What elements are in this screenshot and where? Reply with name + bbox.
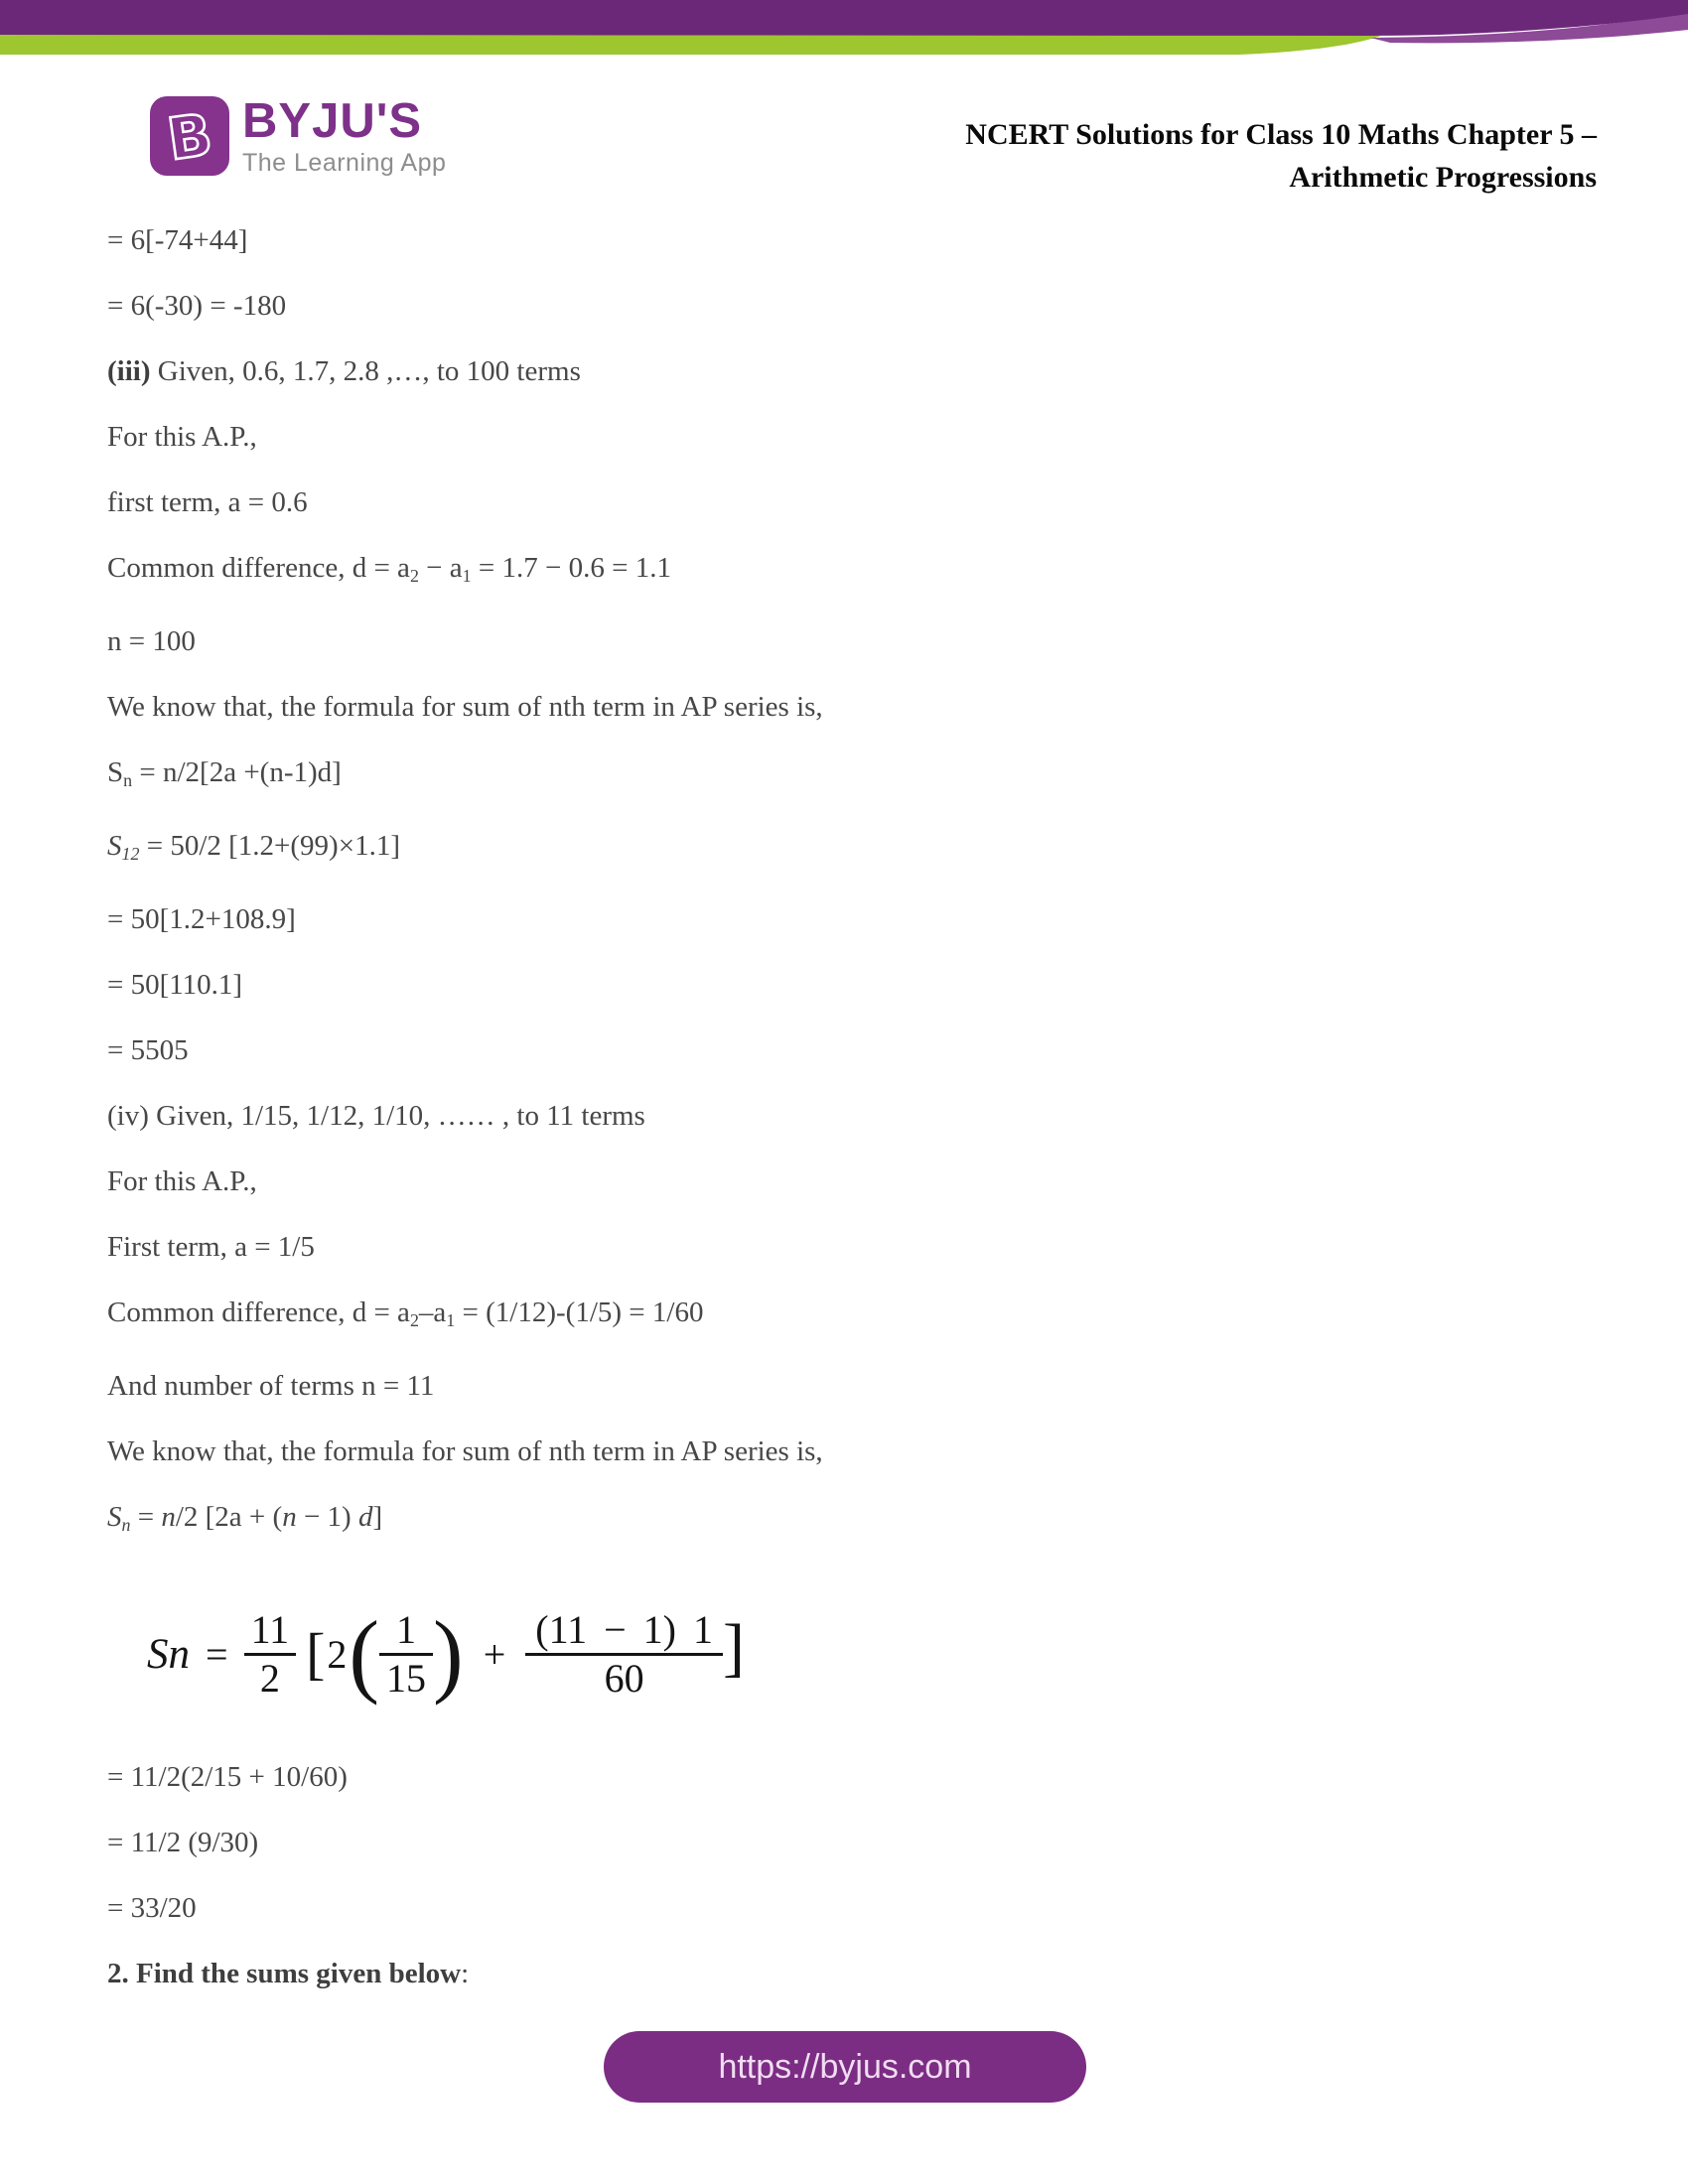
header-green-bar [0,33,1388,55]
eq-frac-right: $\frac{(11 - 1) 1}{60}$ [525,1607,723,1702]
content-before [107,226,1577,1540]
eq-equals: = [206,1631,228,1677]
text-line: 2. Find the sums given below: [107,1958,470,1990]
document-body [107,226,1577,2025]
text-line: Common difference, $d = a_2 - a_1 = 1.7 - 0.6 = 1.1$ [107,552,671,587]
page-title-line1: NCERT Solutions for Class 10 Maths Chapter 5 – [965,118,1597,151]
text-line: Sn = n/2 [2a + (n − 1) d] [107,1501,383,1536]
text-line: First term, a = 1/5 [107,1231,315,1264]
text-line: = 6(-30) = -180 [107,290,287,322]
text-line: = 50[1.2+108.9] [107,903,296,936]
header-purple-bar [0,0,1688,36]
eq-close-bracket: ] [722,1611,745,1685]
text-line: = 33/20 [107,1892,197,1925]
eq-plus: + [483,1631,506,1677]
text-line: We know that, the formula for sum of nth term in AP series is, [107,691,823,724]
text-line: And number of terms n = 11 [107,1370,435,1403]
eq-frac-half: $\frac{11}{2}$ [244,1607,297,1702]
eq-close-paren: ) [433,1602,464,1706]
eq-open-bracket: [ [306,1621,326,1687]
eq-coeff: 2 [327,1631,348,1677]
text-line: For this A.P., [107,1165,257,1198]
page-title-line2: Arithmetic Progressions [1289,161,1597,194]
eq-open-paren: ( [349,1602,380,1706]
page-title [965,113,1597,199]
content-after [107,1763,1577,1988]
text-line: = 50[110.1] [107,969,243,1002]
text-line: We know that, the formula for sum of nth term in AP series is, [107,1435,823,1468]
eq-lhs: Sn [147,1630,190,1678]
footer-url-pill[interactable] [604,2031,1086,2103]
text-line: (iv) Given, 1/15, 1/12, 1/10, …… , to 11 terms [107,1100,645,1133]
text-line: For this A.P., [107,421,257,453]
footer-url[interactable]: https://byjus.com [718,2047,972,2086]
text-line: first term, a = 0.6 [107,486,308,518]
text-line: S12 = 50/2 [1.2+(99)×1.1] [107,830,400,865]
text-line: Common difference, $d = a_2-a_1 = (1/12)-(1/5) = 1/60$ [107,1297,704,1331]
text-line: = 5505 [107,1034,189,1067]
logo-tagline: The Learning App [242,149,447,177]
svg-text:B: B [163,100,216,174]
text-line: n = 100 [107,625,196,658]
text-line: $S_n = n/2[2a +(n-1)d]$ [107,756,342,791]
logo-brand-text: BYJU'S [242,94,423,148]
byjus-b-icon [149,95,230,177]
byjus-logo [149,95,446,177]
text-line: = 11/2(2/15 + 10/60) [107,1761,348,1794]
text-line: = 11/2 (9/30) [107,1827,259,1859]
text-line: (iii) Given, 0.6, 1.7, 2.8 ,…, to 100 terms [107,355,581,387]
text-line: = 6[-74+44] [107,224,248,256]
display-equation [147,1594,1577,1713]
eq-paren-frac: $\frac{1}{15}$ [379,1607,433,1702]
